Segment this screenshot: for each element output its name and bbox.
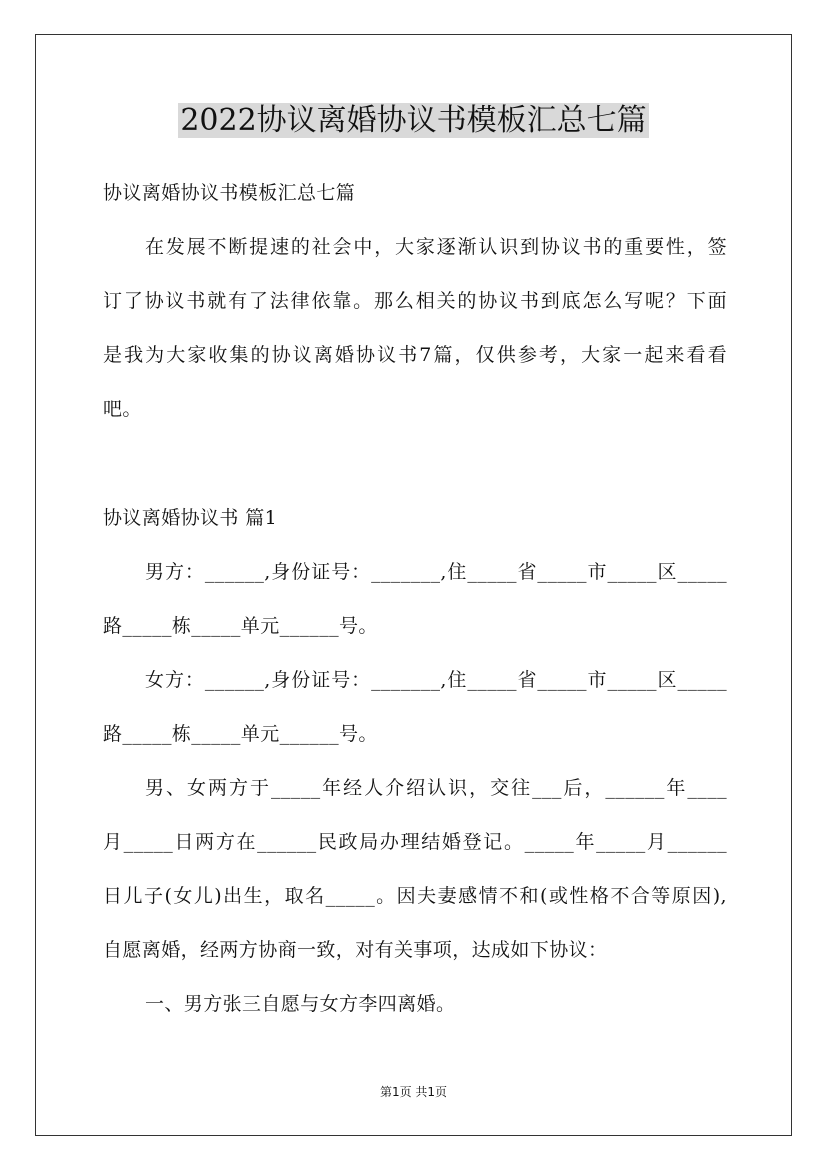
body-line-8: 自愿离婚，经两方协商一致，对有关事项，达成如下协议：	[103, 939, 608, 961]
body-line-1: 男方：______,身份证号：_______,住_____省_____市_____区_____	[145, 561, 727, 583]
document-title-text: 2022协议离婚协议书模板汇总七篇	[180, 103, 647, 138]
page-footer: 第1页 共1页	[379, 1085, 448, 1099]
section-heading: 协议离婚协议书 篇1	[103, 507, 278, 529]
body-line-4: 路_____栋_____单元______号。	[103, 723, 378, 745]
body-line-7: 日儿子(女儿)出生，取名_____。因夫妻感情不和(或性格不合等原因),	[103, 885, 727, 907]
intro-line-2: 订了协议书就有了法律依靠。那么相关的协议书到底怎么写呢？下面	[103, 290, 727, 312]
intro-line-4: 吧。	[103, 398, 142, 420]
intro-line-3: 是我为大家收集的协议离婚协议书7篇，仅供参考，大家一起来看看	[103, 344, 727, 366]
body-line-6: 月_____日两方在______民政局办理结婚登记。_____年_____月______	[103, 831, 727, 853]
document-title	[0, 99, 827, 143]
body-line-3: 女方：______,身份证号：_______,住_____省_____市_____区_____	[145, 669, 727, 691]
document-subtitle: 协议离婚协议书模板汇总七篇	[103, 182, 356, 204]
body-line-5: 男、女两方于_____年经人介绍认识，交往___后，______年____	[145, 777, 727, 799]
body-line-9: 一、男方张三自愿与女方李四离婚。	[145, 993, 456, 1015]
body-line-2: 路_____栋_____单元______号。	[103, 615, 378, 637]
intro-line-1: 在发展不断提速的社会中，大家逐渐认识到协议书的重要性，签	[145, 236, 727, 258]
